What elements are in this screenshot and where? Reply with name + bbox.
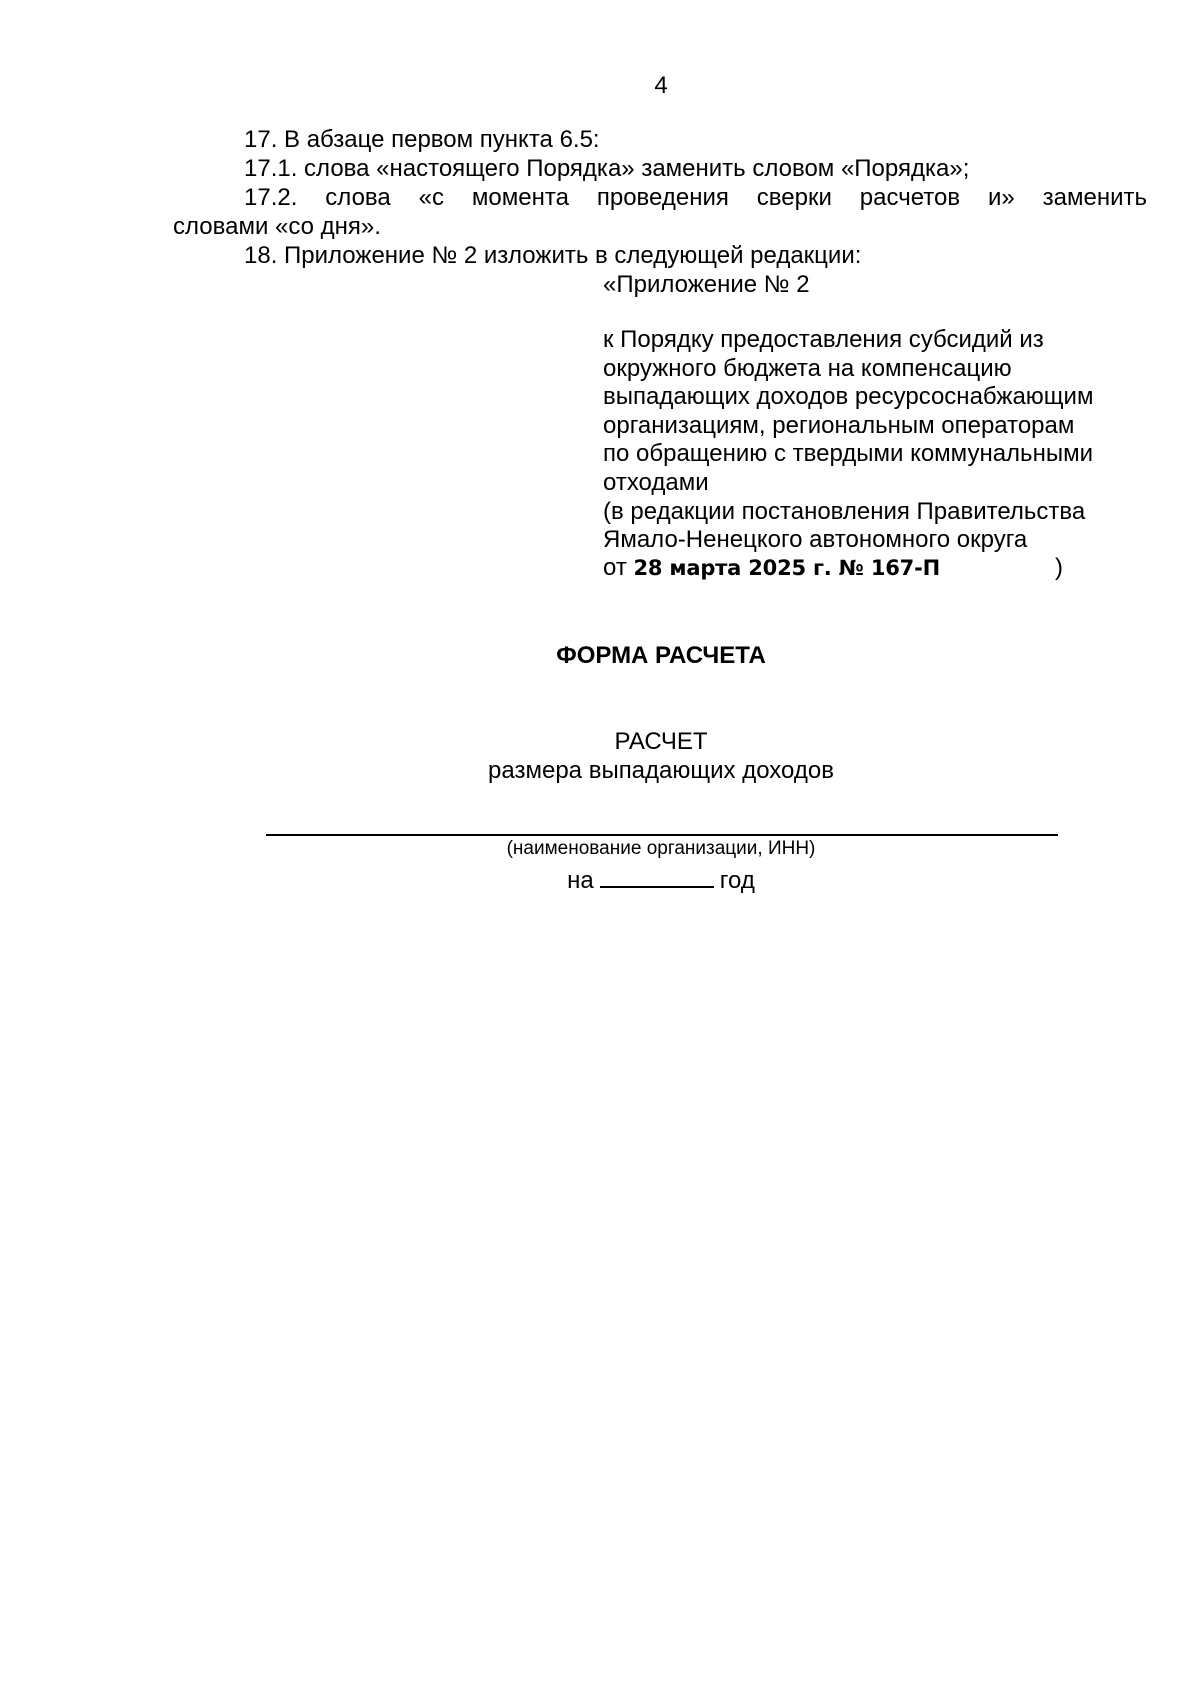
paragraph-17-2: 17.2. слова «с момента проведения сверки расчетов и» заменить <box>244 184 1147 211</box>
appendix-title: «Приложение № 2 <box>603 271 810 298</box>
paragraph-17-2-continuation: словами «со дня». <box>173 213 381 240</box>
paragraph-17-1: 17.1. слова «настоящего Порядка» заменить словом «Порядка»; <box>244 155 970 182</box>
page-number: 4 <box>654 72 668 99</box>
paragraph-18: 18. Приложение № 2 изложить в следующей редакции: <box>244 242 862 269</box>
year-blank <box>600 864 714 888</box>
year-prefix: на <box>567 867 594 894</box>
appendix-line: по обращению с твердыми коммунальными <box>603 440 1093 468</box>
appendix-reference-block <box>603 326 1093 555</box>
resolution-prefix: от <box>603 554 634 581</box>
organization-caption: (наименование организации, ИНН) <box>506 838 816 859</box>
resolution-stamp: 28 марта 2025 г. № 167-П <box>633 556 940 580</box>
appendix-line: выпадающих доходов ресурсоснабжающим <box>603 383 1094 411</box>
appendix-line: (в редакции постановления Правительства <box>603 497 1086 525</box>
appendix-line: отходами <box>603 468 709 496</box>
appendix-line: окружного бюджета на компенсацию <box>603 354 1012 382</box>
organization-name-line <box>266 834 1058 836</box>
appendix-line: к Порядку предоставления субсидий из <box>603 326 1044 353</box>
year-suffix: год <box>719 867 755 894</box>
resolution-reference <box>603 554 940 582</box>
calculation-title: РАСЧЕТ <box>614 728 708 755</box>
form-title: ФОРМА РАСЧЕТА <box>556 642 766 669</box>
paragraph-17: 17. В абзаце первом пункта 6.5: <box>244 126 600 153</box>
calculation-subtitle: размера выпадающих доходов <box>488 757 834 784</box>
appendix-line: Ямало-Ненецкого автономного округа <box>603 526 1028 554</box>
appendix-line: организациям, региональным операторам <box>603 411 1075 439</box>
year-line <box>0 864 1200 895</box>
resolution-close-paren: ) <box>1055 554 1063 581</box>
